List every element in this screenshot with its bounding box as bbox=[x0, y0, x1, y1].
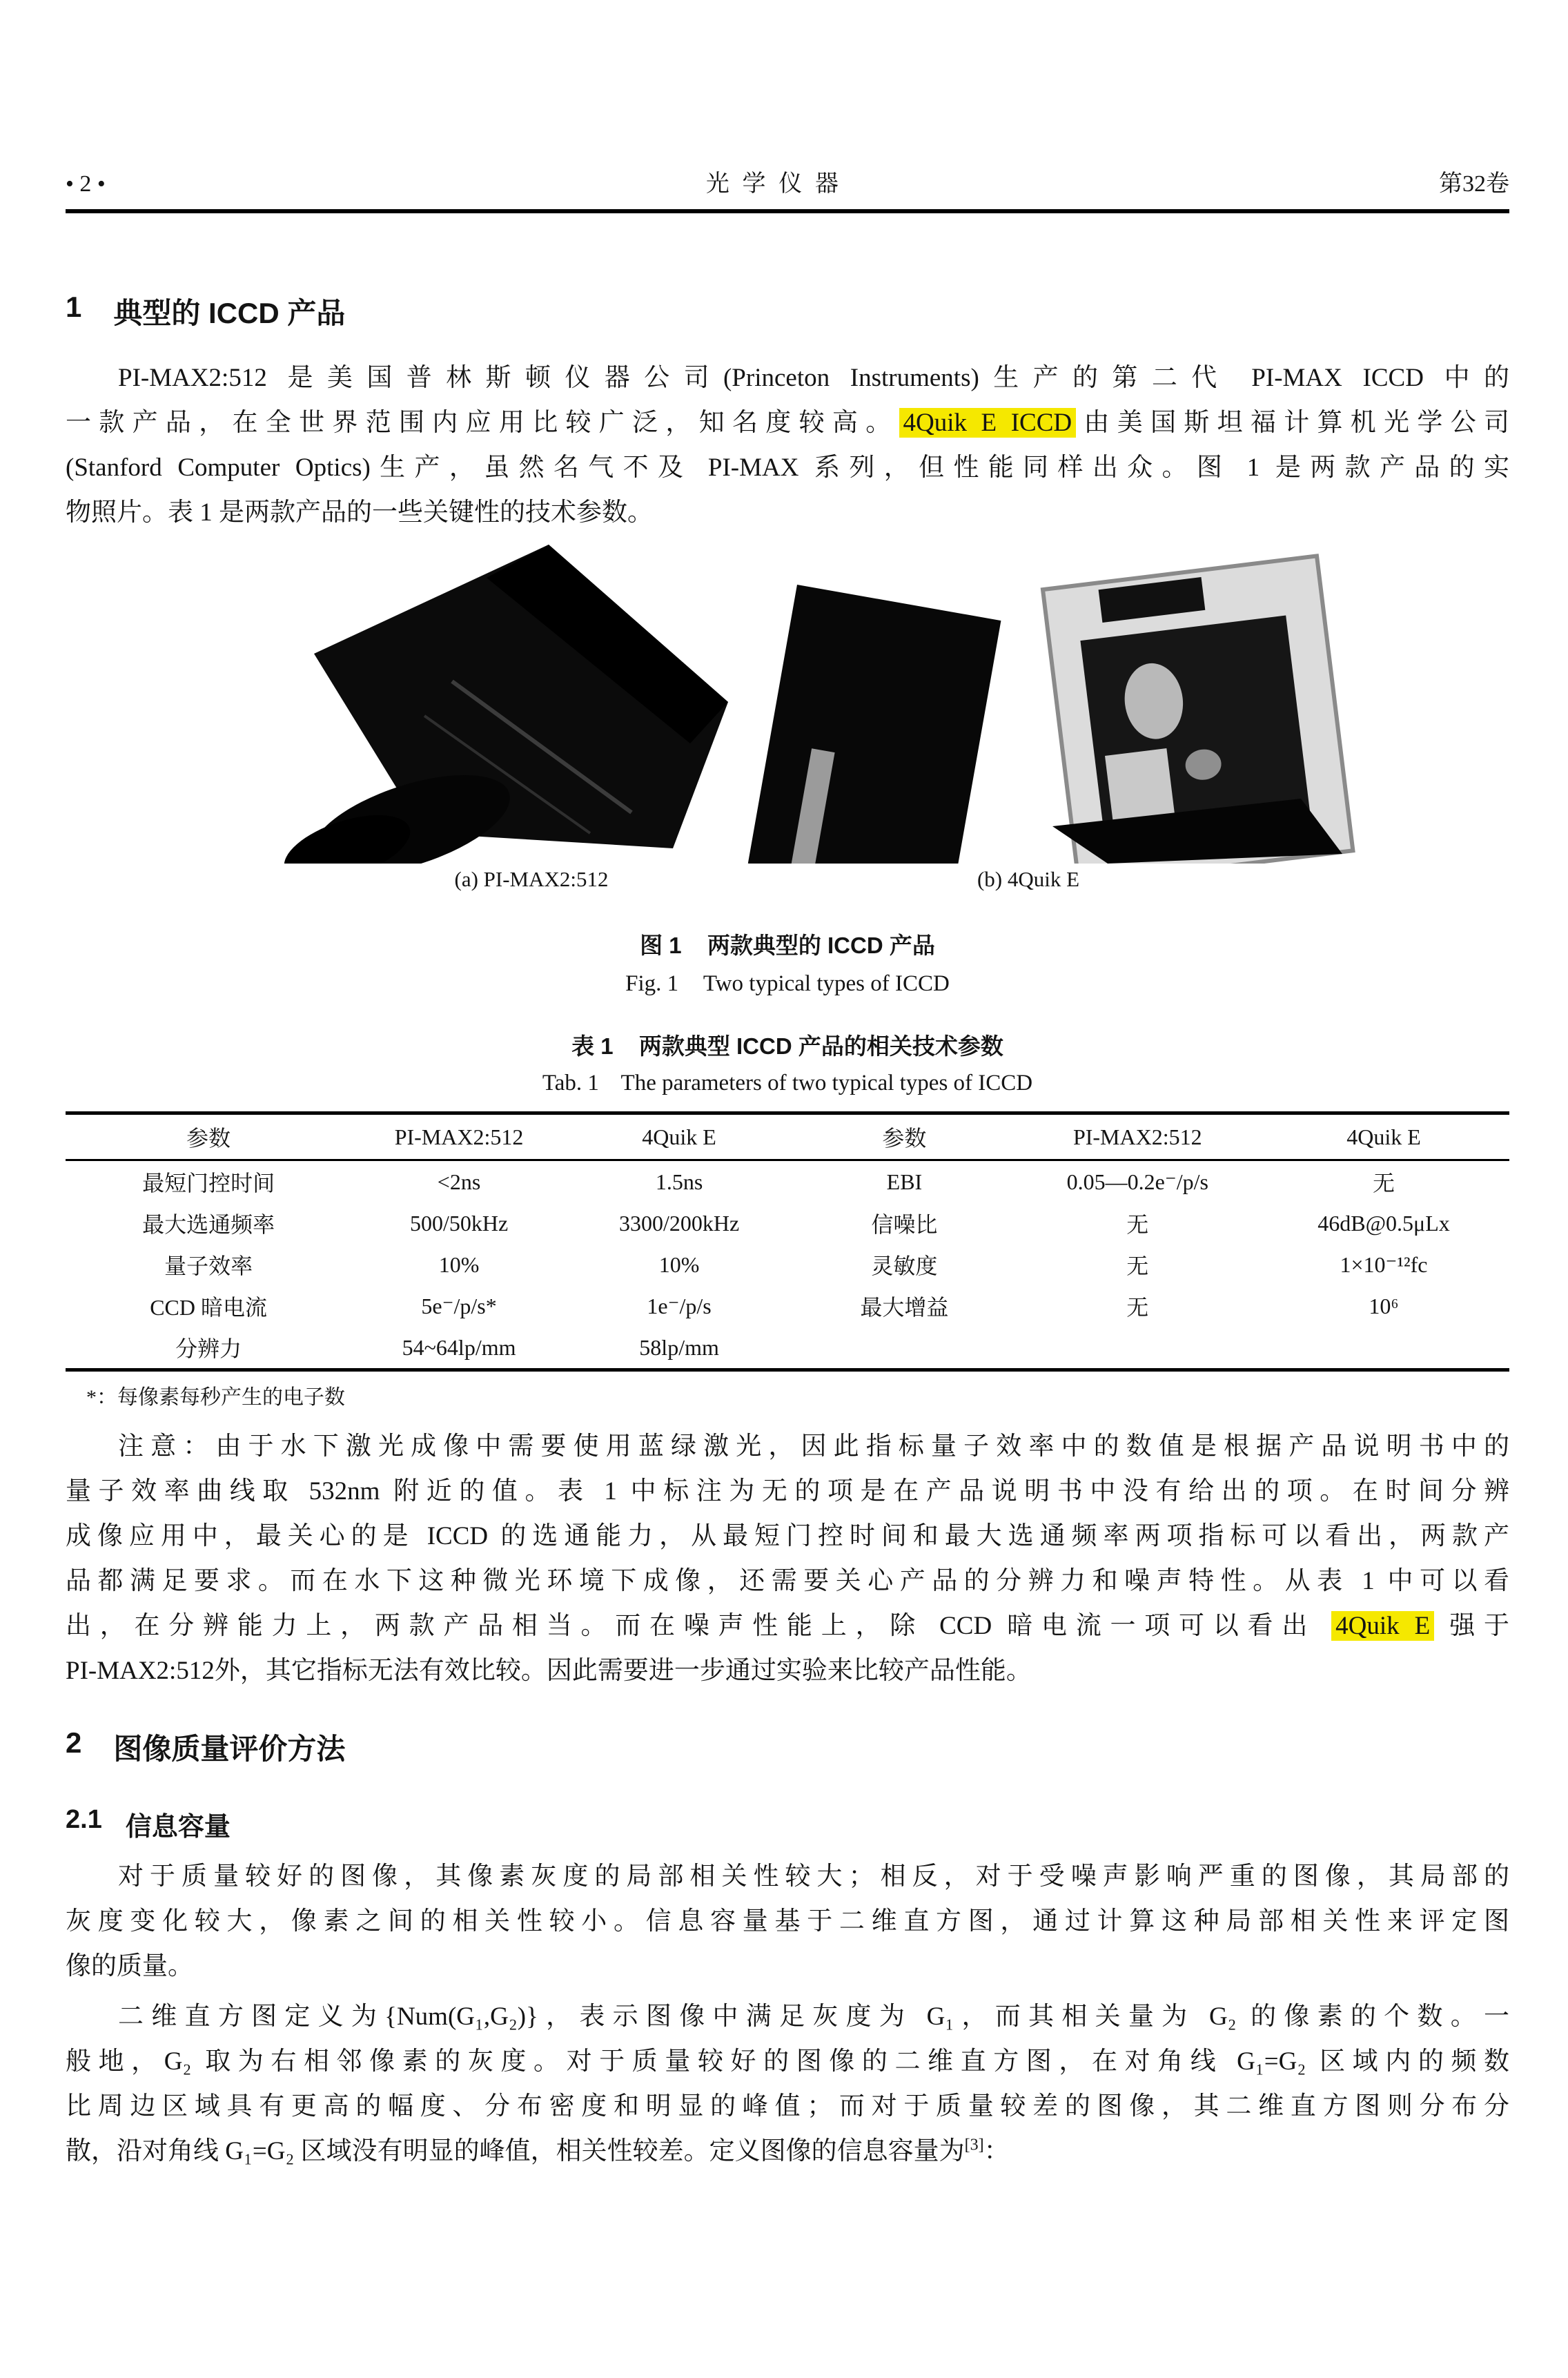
paragraph-line bbox=[66, 1854, 1509, 1899]
paragraph-line bbox=[66, 1648, 1509, 1693]
line-text: (Stanford Computer Optics)生产，虽然名气不及 PI-MAX 系列，但性能同样出众。图 1 是两款产品的实 bbox=[66, 454, 1509, 482]
table-cell: 1×10⁻¹²fc bbox=[1340, 1252, 1428, 1277]
figure-1-photo-captions bbox=[66, 867, 1509, 897]
line-text: 成像应用中，最关心的是 ICCD 的选通能力，从最短门控时间和最大选通频率两项指标可以看出，两款产 bbox=[66, 1522, 1509, 1550]
line-text: 由美国斯坦福计算机光学公司 bbox=[1076, 409, 1510, 437]
figure-1-text-zh: 两款典型的 ICCD 产品 bbox=[707, 933, 935, 958]
line-text: 二维直方图定义为{Num(G₁,G₂)}，表示图像中满足灰度为 G₁，而其相关量为 G₂ 的像素的个数。一 bbox=[118, 2002, 1509, 2031]
table-cell: 10% bbox=[658, 1251, 700, 1277]
table-1-text-en: The parameters of two typical types of ICCD bbox=[620, 1071, 1033, 1095]
table-cell: 最短门控时间 bbox=[142, 1171, 275, 1196]
citation-superscript: [3] bbox=[964, 2136, 984, 2154]
table-cell: 5e⁻/p/s* bbox=[421, 1294, 497, 1318]
table-cell: <2ns bbox=[437, 1169, 481, 1194]
line-text: 品都满足要求。而在水下这种微光环境下成像，还需要关心产品的分辨力和噪声特性。从表 1 中可以看 bbox=[66, 1567, 1509, 1595]
figure-1-image bbox=[66, 536, 1509, 864]
section-2-number: 2 bbox=[66, 1726, 82, 1759]
paragraph-line bbox=[66, 400, 1509, 445]
intro-paragraph bbox=[66, 355, 1509, 535]
page-content bbox=[66, 164, 1509, 2174]
paragraph-line bbox=[66, 445, 1509, 490]
highlight-4quik-e-iccd: 4Quik E ICCD bbox=[899, 408, 1077, 438]
table-header-row bbox=[66, 1113, 1509, 1160]
line-text: 强于 bbox=[1434, 1612, 1510, 1640]
figure-1 bbox=[66, 536, 1509, 997]
paragraph-line bbox=[66, 1994, 1509, 2039]
header-rule bbox=[66, 209, 1509, 213]
line-text: 像的质量。 bbox=[66, 1952, 193, 1980]
table-cell: 最大增益 bbox=[860, 1295, 949, 1320]
paragraph-line bbox=[66, 2039, 1509, 2084]
table-cell: 量子效率 bbox=[164, 1254, 253, 1278]
journal-title: 光学仪器 bbox=[705, 171, 852, 197]
line-text: 对于质量较好的图像，其像素灰度的局部相关性较大；相反，对于受噪声影响严重的图像，其局部的 bbox=[118, 1862, 1509, 1891]
section-2-1-title: 信息容量 bbox=[125, 1813, 231, 1842]
figure-1-label-zh: 图 1 bbox=[640, 933, 682, 958]
section-1-number: 1 bbox=[66, 291, 82, 323]
page-number: • 2 • bbox=[66, 171, 106, 197]
table-header-cell: 参数 bbox=[66, 1113, 351, 1160]
table-cell: 0.05—0.2e⁻/p/s bbox=[1066, 1169, 1208, 1194]
section-1-title: 典型的 ICCD 产品 bbox=[113, 297, 346, 329]
table-cell: 10⁶ bbox=[1369, 1293, 1399, 1318]
table-cell: 无 bbox=[1126, 1212, 1149, 1237]
table-header-cell: 4Quik E bbox=[1258, 1113, 1509, 1160]
table-1-label-zh: 表 1 bbox=[571, 1033, 614, 1059]
table-header-cell: PI-MAX2:512 bbox=[351, 1113, 567, 1160]
line-text: 量子效率曲线取 532nm 附近的值。表 1 中标注为无的项是在产品说明书中没有给出的项。在时间分辨 bbox=[66, 1477, 1509, 1505]
table-header-cell: 4Quik E bbox=[567, 1113, 792, 1160]
table-cell: 1e⁻/p/s bbox=[647, 1294, 712, 1318]
figure-1-title-en bbox=[66, 971, 1509, 997]
photo-pimax2-512 bbox=[276, 545, 728, 864]
paragraph-line bbox=[66, 1514, 1509, 1559]
table-cell: 46dB@0.5μLx bbox=[1317, 1210, 1450, 1236]
table-cell: 无 bbox=[1372, 1171, 1395, 1196]
table-1-title-en bbox=[66, 1071, 1509, 1096]
table-cell: 58lp/mm bbox=[639, 1334, 719, 1360]
table-1-text-zh: 两款典型 ICCD 产品的相关技术参数 bbox=[638, 1033, 1003, 1059]
line-text: 注意：由于水下激光成像中需要使用蓝绿激光，因此指标量子效率中的数值是根据产品说明书中的 bbox=[118, 1432, 1509, 1461]
table-cell: 500/50kHz bbox=[409, 1210, 509, 1236]
table-row bbox=[66, 1285, 1509, 1327]
table-cell: 信噪比 bbox=[871, 1212, 938, 1237]
highlight-4quik-e: 4Quik E bbox=[1331, 1611, 1434, 1641]
paragraph-line bbox=[66, 1424, 1509, 1469]
caption-photo-b: (b) 4Quik E bbox=[977, 867, 1080, 891]
table-1-title-zh bbox=[66, 1029, 1509, 1061]
table-row bbox=[66, 1202, 1509, 1244]
line-text: 灰度变化较大，像素之间的相关性较小。信息容量基于二维直方图，通过计算这种局部相关性来评定图 bbox=[66, 1907, 1509, 1936]
table-1-label-en: Tab. 1 bbox=[542, 1071, 599, 1095]
section-2-1-number: 2.1 bbox=[66, 1805, 102, 1834]
section-1-heading bbox=[66, 291, 1509, 332]
table-row bbox=[66, 1160, 1509, 1203]
table-cell bbox=[1017, 1327, 1258, 1370]
paragraph-line bbox=[66, 355, 1509, 400]
table-cell: 灵敏度 bbox=[871, 1254, 938, 1278]
line-text: PI-MAX2:512 是美国普林斯顿仪器公司(Princeton Instruments)生产的第二代 PI-MAX ICCD 中的 bbox=[118, 364, 1509, 392]
table-footnote: *：每像素每秒产生的电子数 bbox=[86, 1386, 345, 1409]
parameters-table bbox=[66, 1111, 1509, 1372]
table-cell: EBI bbox=[886, 1169, 923, 1194]
paragraph-line bbox=[66, 490, 1509, 535]
page-header bbox=[66, 164, 1509, 198]
table-cell: 分辨力 bbox=[175, 1336, 242, 1361]
paragraph-line bbox=[66, 1604, 1509, 1648]
figure-1-title-zh bbox=[66, 928, 1509, 960]
table-cell: 无 bbox=[1126, 1295, 1149, 1320]
figure-1-text-en: Two typical types of ICCD bbox=[703, 971, 950, 996]
paragraph-line bbox=[66, 1559, 1509, 1604]
line-text: 一款产品，在全世界范围内应用比较广泛，知名度较高。 bbox=[66, 409, 899, 437]
table-row bbox=[66, 1244, 1509, 1285]
line-text: 物照片。表 1 是两款产品的一些关键性的技术参数。 bbox=[66, 498, 653, 527]
section-2-heading bbox=[66, 1726, 1509, 1768]
line-text: 散，沿对角线 G₁=G₂ 区域没有明显的峰值，相关性较差。定义图像的信息容量为 bbox=[66, 2137, 965, 2165]
paragraph-line bbox=[66, 2084, 1509, 2129]
line-text: 比周边区域具有更高的幅度、分布密度和明显的峰值；而对于质量较差的图像，其二维直方图则分布分 bbox=[66, 2092, 1509, 2121]
paragraph-line bbox=[66, 1469, 1509, 1514]
note-paragraph bbox=[66, 1424, 1509, 1693]
table-cell: 3300/200kHz bbox=[618, 1210, 740, 1236]
paragraph-line bbox=[66, 1944, 1509, 1989]
paragraph-line bbox=[66, 1899, 1509, 1944]
line-text: ： bbox=[983, 2137, 1010, 2165]
table-header-cell: 参数 bbox=[792, 1113, 1017, 1160]
table-cell bbox=[1258, 1327, 1509, 1370]
table-cell: 10% bbox=[438, 1251, 480, 1277]
table-row bbox=[66, 1327, 1509, 1370]
photo-4quik-e bbox=[748, 556, 1353, 864]
table-cell bbox=[792, 1327, 1017, 1370]
paragraph-line bbox=[66, 2129, 1509, 2174]
table-cell: 1.5ns bbox=[655, 1169, 703, 1194]
table-header-cell: PI-MAX2:512 bbox=[1017, 1113, 1258, 1160]
line-text: 出，在分辨能力上，两款产品相当。而在噪声性能上，除 CCD 暗电流一项可以看出 bbox=[66, 1612, 1332, 1640]
figure-1-label-en: Fig. 1 bbox=[625, 971, 679, 996]
section-2-1-heading bbox=[66, 1805, 1509, 1843]
info-capacity-paragraph-1 bbox=[66, 1854, 1509, 1989]
table-cell: 54~64lp/mm bbox=[402, 1334, 516, 1360]
info-capacity-paragraph-2 bbox=[66, 1994, 1509, 2174]
line-text: 般地，G₂ 取为右相邻像素的灰度。对于质量较好的图像的二维直方图，在对角线 G₁=G₂ 区域内的频数 bbox=[66, 2047, 1509, 2076]
caption-photo-a: (a) PI-MAX2:512 bbox=[454, 867, 609, 891]
line-text: PI-MAX2:512外，其它指标无法有效比较。因此需要进一步通过实验来比较产品性能。 bbox=[66, 1657, 1032, 1685]
section-2-title: 图像质量评价方法 bbox=[113, 1733, 346, 1765]
volume-label: 第32卷 bbox=[1439, 171, 1509, 197]
table-cell: 无 bbox=[1126, 1254, 1149, 1278]
table-cell: 最大选通频率 bbox=[142, 1212, 275, 1237]
table-cell: CCD 暗电流 bbox=[150, 1295, 267, 1320]
